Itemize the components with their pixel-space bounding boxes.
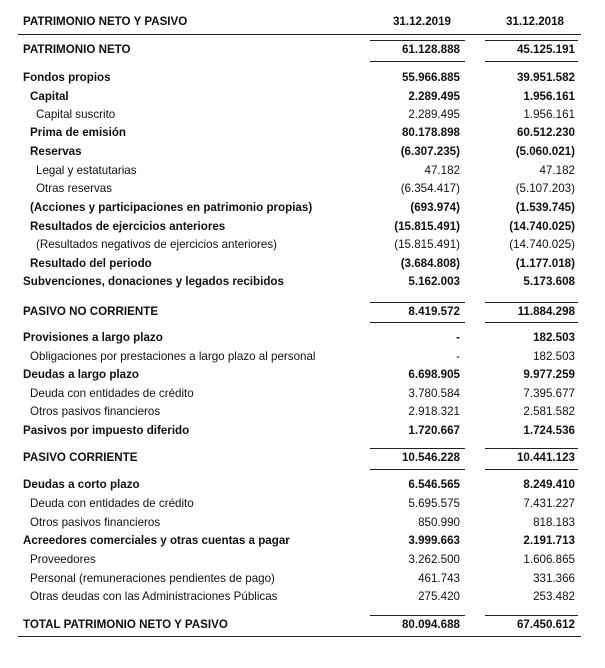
- section-row-pasivo-no-corriente: [0, 303, 605, 321]
- row-label: (Resultados negativos de ejercicios anteriores): [36, 238, 278, 251]
- row-value-2018: 1.956.161: [523, 90, 575, 103]
- row-label: Obligaciones por prestaciones a largo plazo al personal: [30, 350, 316, 363]
- row-label: Subvenciones, donaciones y legados recibidos: [23, 275, 284, 288]
- row-label: TOTAL PATRIMONIO NETO Y PASIVO: [23, 618, 228, 631]
- row-value-2018: 11.884.298: [517, 305, 575, 318]
- row-label: Deuda con entidades de crédito: [30, 387, 194, 400]
- row-label: Proveedores: [30, 553, 96, 566]
- row-value-2019: (6.307.235): [400, 145, 460, 158]
- row-value-2018: 39.951.582: [516, 71, 575, 84]
- row-label: Resultados de ejercicios anteriores: [30, 220, 226, 233]
- section-bottom-rule-2: [485, 61, 578, 62]
- row-label: Capital suscrito: [36, 108, 116, 121]
- table-row: [0, 199, 605, 217]
- row-value-2019: 1.720.667: [408, 424, 460, 437]
- row-value-2019: 5.162.003: [408, 275, 460, 288]
- row-value-2019: 2.918.321: [408, 405, 460, 418]
- row-label: PATRIMONIO NETO: [23, 43, 131, 56]
- row-value-2018: 47.182: [539, 164, 575, 177]
- section-bottom-rule-1: [370, 61, 465, 62]
- row-value-2019: (15.815.491): [394, 220, 460, 233]
- row-value-2018: (1.177.018): [515, 257, 575, 270]
- row-value-2019: (693.974): [410, 201, 460, 214]
- row-label: Provisiones a largo plazo: [23, 331, 163, 344]
- row-value-2019: 8.419.572: [408, 305, 460, 318]
- section-bottom-rule-1: [370, 322, 465, 323]
- table-row: [0, 88, 605, 106]
- table-row: [0, 236, 605, 254]
- table-row: [0, 124, 605, 142]
- row-value-2018: 10.441.123: [516, 451, 575, 464]
- table-row: [0, 348, 605, 366]
- table-header: [0, 13, 605, 31]
- table-row: [0, 106, 605, 124]
- row-label: Otros pasivos financieros: [30, 516, 161, 529]
- row-value-2019: 55.966.885: [401, 71, 460, 84]
- row-value-2018: 60.512.230: [516, 126, 575, 139]
- section-bottom-rule-2: [485, 469, 578, 470]
- row-label: Reservas: [30, 145, 82, 158]
- row-value-2018: 253.482: [533, 590, 575, 603]
- row-value-2019: 10.546.228: [401, 451, 460, 464]
- row-value-2018: 67.450.612: [516, 618, 575, 631]
- section-row-patrimonio-neto: [0, 41, 605, 59]
- row-value-2019: 5.695.575: [408, 497, 460, 510]
- table-row: [0, 218, 605, 236]
- row-value-2018: (5.060.021): [515, 145, 575, 158]
- header-title: PATRIMONIO NETO Y PASIVO: [23, 15, 188, 28]
- row-label: Acreedores comerciales y otras cuentas a pagar: [23, 534, 290, 547]
- row-label: Otras deudas con las Administraciones Públicas: [30, 590, 278, 603]
- section-bottom-rule-1: [370, 469, 465, 470]
- row-value-2019: -: [456, 331, 460, 344]
- row-value-2019: (3.684.808): [400, 257, 460, 270]
- row-value-2019: 6.698.905: [408, 368, 460, 381]
- row-label: Legal y estatutarias: [36, 164, 137, 177]
- row-value-2019: 6.546.565: [408, 478, 460, 491]
- table-row: [0, 551, 605, 569]
- row-value-2019: 3.780.584: [408, 387, 460, 400]
- row-value-2019: 850.990: [418, 516, 460, 529]
- row-label: Capital: [30, 90, 69, 103]
- row-value-2018: 182.503: [533, 350, 575, 363]
- row-value-2018: 182.503: [533, 331, 575, 344]
- row-value-2019: 80.178.898: [401, 126, 460, 139]
- row-value-2019: 2.289.495: [408, 90, 460, 103]
- table-row: [0, 329, 605, 347]
- row-label: Pasivos por impuesto diferido: [23, 424, 190, 437]
- row-value-2019: 61.128.888: [401, 43, 460, 56]
- row-value-2018: 818.183: [533, 516, 575, 529]
- row-value-2019: (6.354.417): [400, 182, 460, 195]
- table-row: [0, 162, 605, 180]
- table-row: [0, 255, 605, 273]
- table-row: [0, 180, 605, 198]
- row-label: Fondos propios: [23, 71, 111, 84]
- row-label: Otras reservas: [36, 182, 113, 195]
- row-value-2018: 5.173.608: [523, 275, 575, 288]
- row-label: Prima de emisión: [30, 126, 127, 139]
- row-value-2018: 7.431.227: [523, 497, 575, 510]
- row-label: PASIVO NO CORRIENTE: [23, 305, 159, 318]
- row-value-2018: 45.125.191: [516, 43, 575, 56]
- row-value-2019: 3.999.663: [408, 534, 460, 547]
- table-row: [0, 69, 605, 87]
- table-row: [0, 514, 605, 532]
- row-value-2018: 331.366: [533, 572, 575, 585]
- row-label: Resultado del periodo: [30, 257, 152, 270]
- row-value-2018: 1.724.536: [523, 424, 575, 437]
- row-value-2018: (14.740.025): [509, 220, 575, 233]
- row-label: (Acciones y participaciones en patrimonio propias): [30, 201, 313, 214]
- row-value-2018: 1.606.865: [523, 553, 575, 566]
- table-row: [0, 366, 605, 384]
- row-value-2018: 7.395.677: [523, 387, 575, 400]
- row-value-2019: 461.743: [418, 572, 460, 585]
- row-label: Otros pasivos financieros: [30, 405, 161, 418]
- row-label: Personal (remuneraciones pendientes de pago): [30, 572, 275, 585]
- table-row: [0, 273, 605, 291]
- table-row: [0, 422, 605, 440]
- row-value-2018: 9.977.259: [523, 368, 575, 381]
- row-value-2019: 80.094.688: [401, 618, 460, 631]
- table-row: [0, 588, 605, 606]
- header-col-2019: 31.12.2019: [392, 15, 452, 28]
- section-row-pasivo-corriente: [0, 449, 605, 467]
- row-value-2018: (5.107.203): [515, 182, 575, 195]
- row-value-2019: (15.815.491): [394, 238, 460, 251]
- row-value-2018: (14.740.025): [509, 238, 575, 251]
- row-value-2019: 275.420: [418, 590, 460, 603]
- row-value-2019: 47.182: [424, 164, 460, 177]
- row-value-2019: 3.262.500: [408, 553, 460, 566]
- header-col-2018: 31.12.2018: [505, 15, 565, 28]
- table-row: [0, 143, 605, 161]
- total-row: [0, 616, 605, 634]
- row-value-2018: (1.539.745): [515, 201, 575, 214]
- table-row: [0, 532, 605, 550]
- row-value-2018: 8.249.410: [523, 478, 575, 491]
- section-bottom-rule-2: [485, 322, 578, 323]
- row-value-2018: 1.956.161: [523, 108, 575, 121]
- row-label: Deudas a largo plazo: [23, 368, 139, 381]
- table-row: [0, 570, 605, 588]
- row-value-2018: 2.581.582: [523, 405, 575, 418]
- table-row: [0, 495, 605, 513]
- table-row: [0, 403, 605, 421]
- row-value-2018: 2.191.713: [523, 534, 575, 547]
- table-row: [0, 476, 605, 494]
- row-label: Deuda con entidades de crédito: [30, 497, 194, 510]
- total-bottom-rule: [18, 636, 581, 637]
- row-label: Deudas a corto plazo: [23, 478, 140, 491]
- row-value-2019: -: [456, 350, 460, 363]
- row-value-2019: 2.289.495: [408, 108, 460, 121]
- header-divider: [18, 34, 581, 35]
- table-row: [0, 385, 605, 403]
- row-label: PASIVO CORRIENTE: [23, 451, 138, 464]
